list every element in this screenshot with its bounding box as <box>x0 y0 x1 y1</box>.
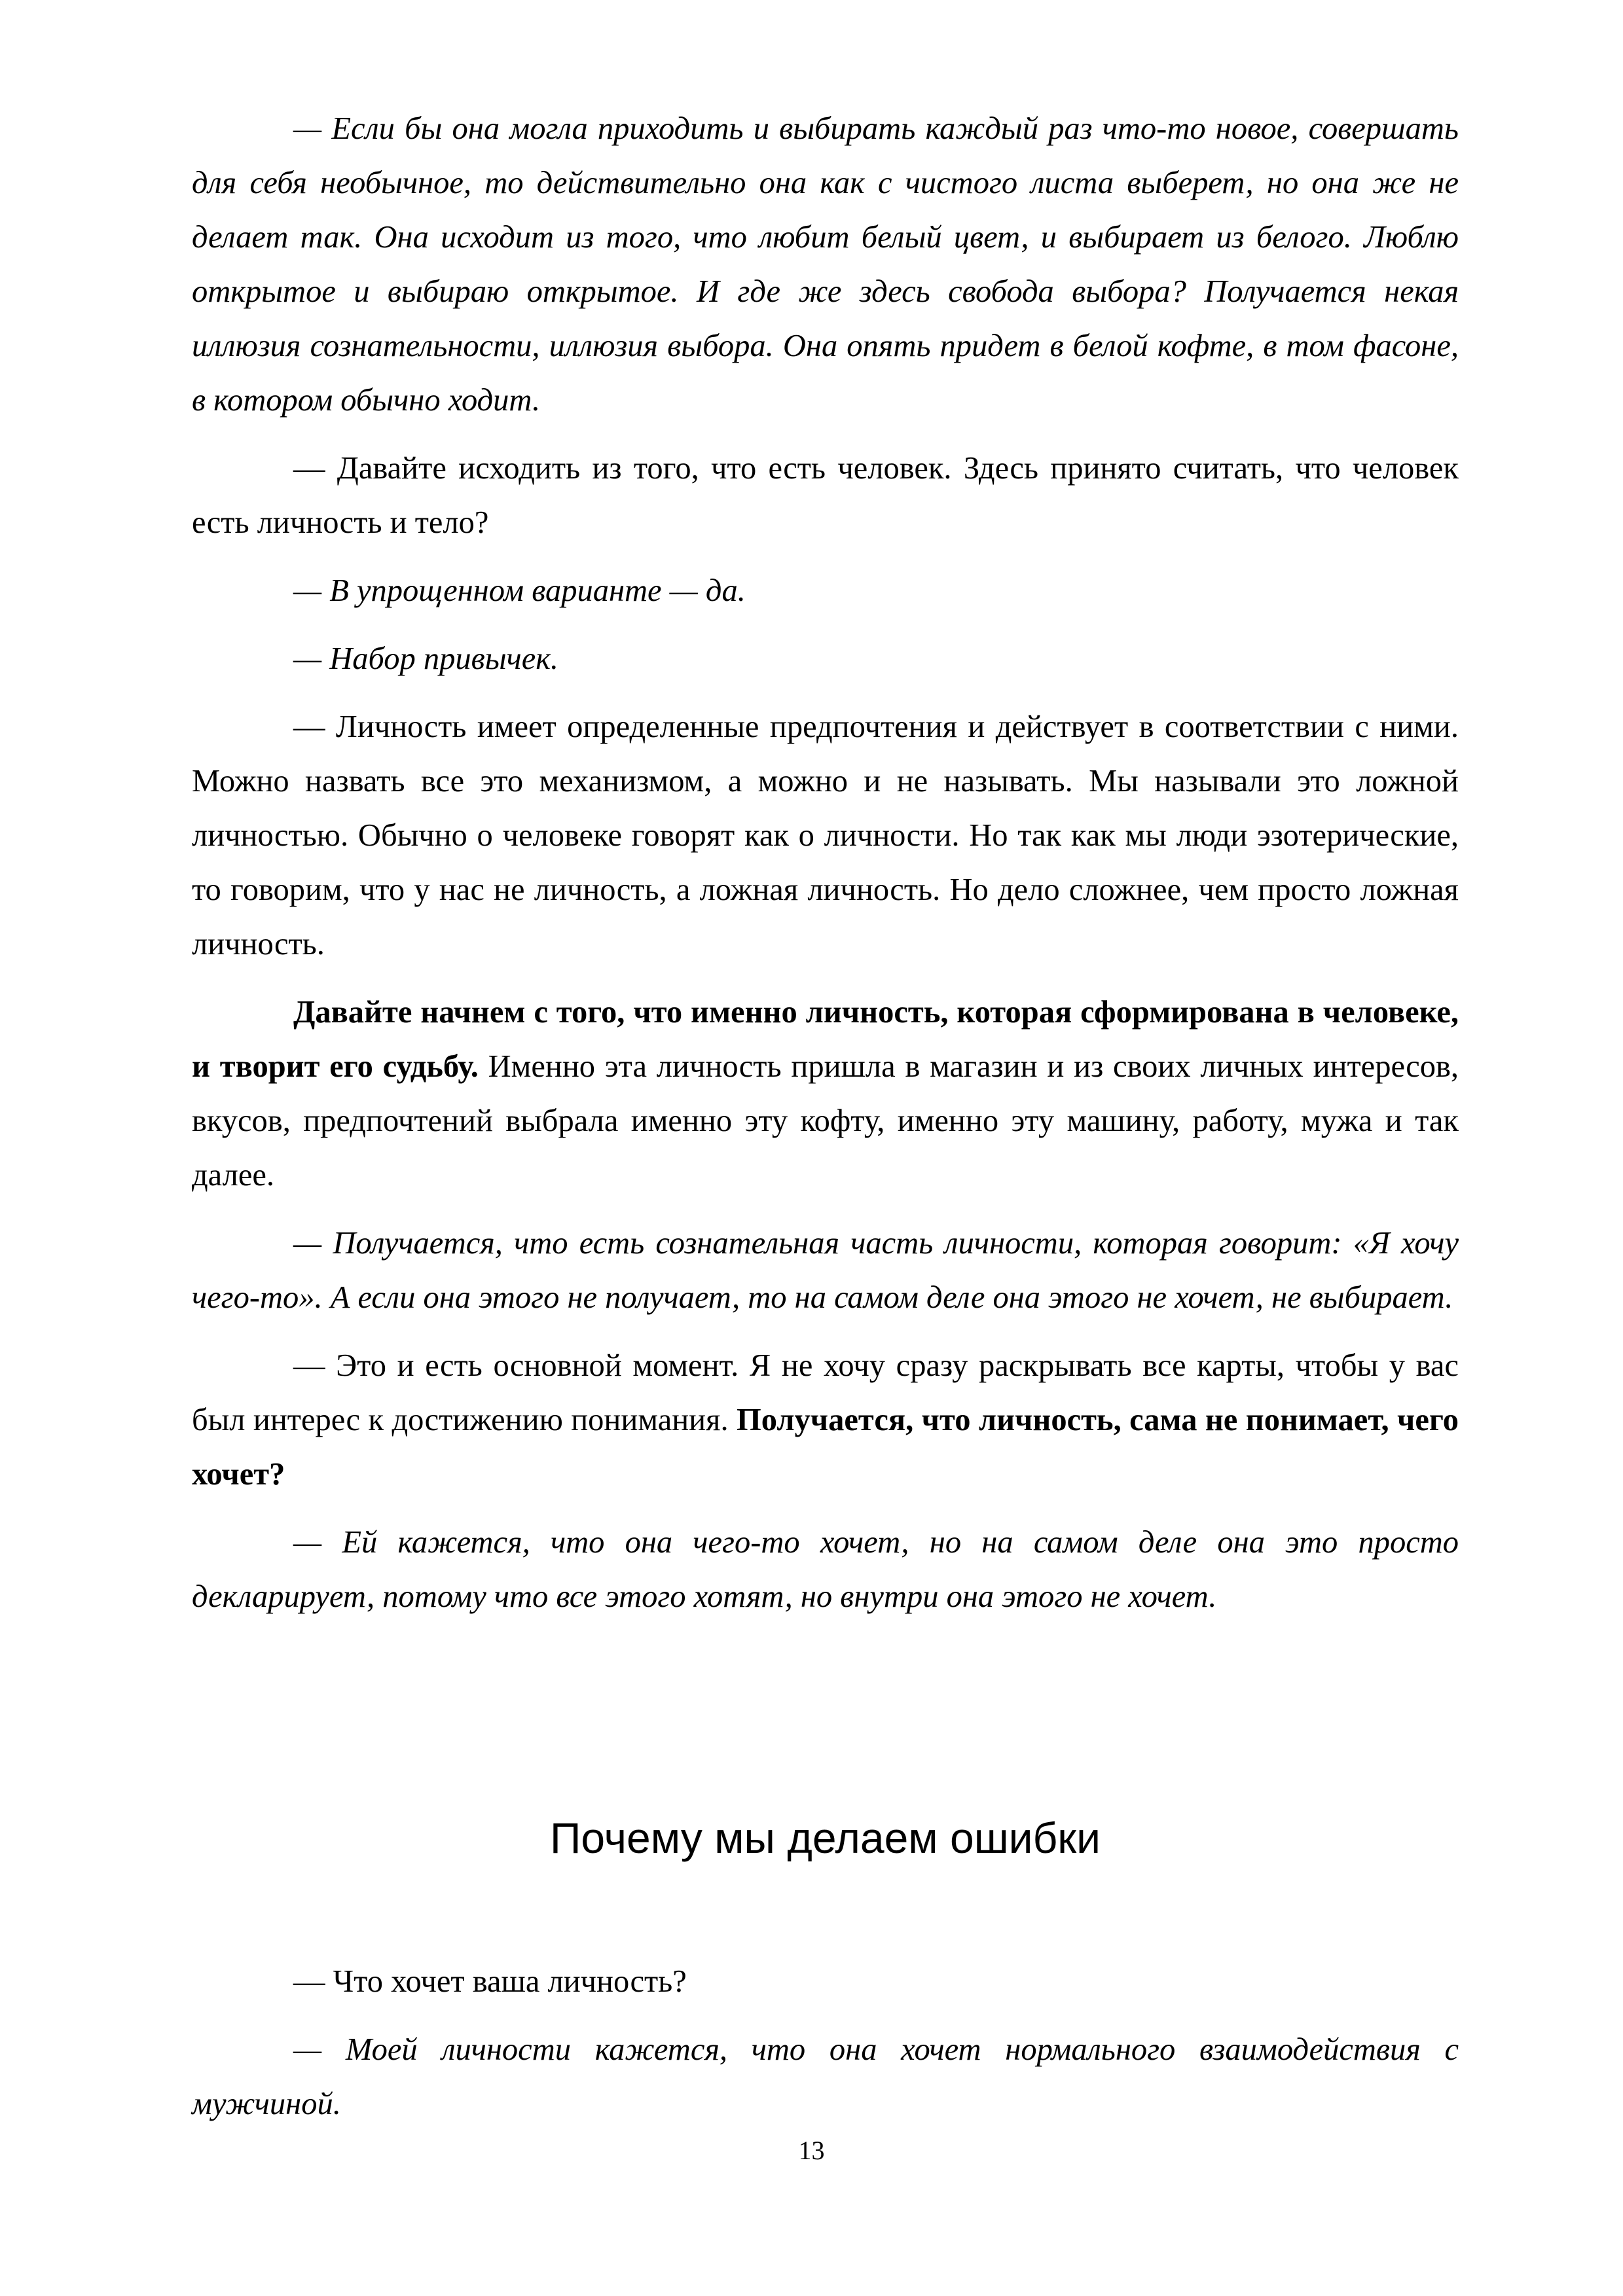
paragraph <box>192 985 1459 1202</box>
bold-emphasis: Получается, что личность, сама не понимает, чего хочет? <box>192 1403 1459 1492</box>
paragraph: — Получается, что есть сознательная часть личности, которая говорит: «Я хочу чего-то». А если она этого не получает, то на самом деле она этого не хочет, не выбирает. <box>192 1226 1459 1315</box>
paragraph: — Моей личности кажется, что она хочет нормального взаимодействия с мужчиной. <box>192 2032 1459 2121</box>
paragraph <box>192 1338 1459 1501</box>
paragraph: — Личность имеет определенные предпочтения и действует в соответствии с ними. Можно назвать все это механизмом, а можно и не называть. Мы называли это ложной личностью. Обычно о человеке говорят как о личности. Но так как мы люди эзотерические, то говорим, что у нас не личность, а ложная личность. Но дело сложнее, чем просто ложная личность. <box>192 709 1459 961</box>
paragraph-continuation: Именно эта личность пришла в магазин и из своих личных интересов, вкусов, предпочтений выбрала именно эту кофту, именно эту машину, работу, мужа и так далее. <box>192 1049 1459 1193</box>
section-heading: Почему мы делаем ошибки <box>549 1814 1101 1862</box>
paragraph: — Что хочет ваша личность? <box>293 1964 687 1999</box>
paragraph: — В упрощенном варианте — да. <box>293 573 746 608</box>
paragraph: — Давайте исходить из того, что есть человек. Здесь принято считать, что человек есть личность и тело? <box>192 451 1459 540</box>
paragraph: — Если бы она могла приходить и выбирать каждый раз что-то новое, совершать для себя необычное, то действительно она как с чистого листа выберет, но она же не делает так. Она исходит из того, что любит белый цвет, и выбирает из белого. Люблю открытое и выбираю открытое. И где же здесь свобода выбора? Получается некая иллюзия сознательности, иллюзия выбора. Она опять придет в белой кофте, в том фасоне, в котором обычно ходит. <box>192 111 1459 418</box>
paragraph: — Набор привычек. <box>293 641 559 676</box>
body-text <box>192 101 1459 1638</box>
paragraph: — Ей кажется, что она чего-то хочет, но на самом деле она это просто декларирует, потому что все этого хотят, но внутри она этого не хочет. <box>192 1525 1459 1614</box>
bold-emphasis: Давайте начнем с того, что именно личность, которая сформирована в человеке, и творит его судьбу. <box>192 995 1459 1084</box>
body-text-after-heading <box>192 1954 1459 2145</box>
paragraph-lead: — Это и есть основной момент. Я не хочу сразу раскрывать все карты, чтобы у вас был интерес к достижению понимания. <box>192 1348 1459 1437</box>
page-number: 13 <box>798 2136 825 2165</box>
